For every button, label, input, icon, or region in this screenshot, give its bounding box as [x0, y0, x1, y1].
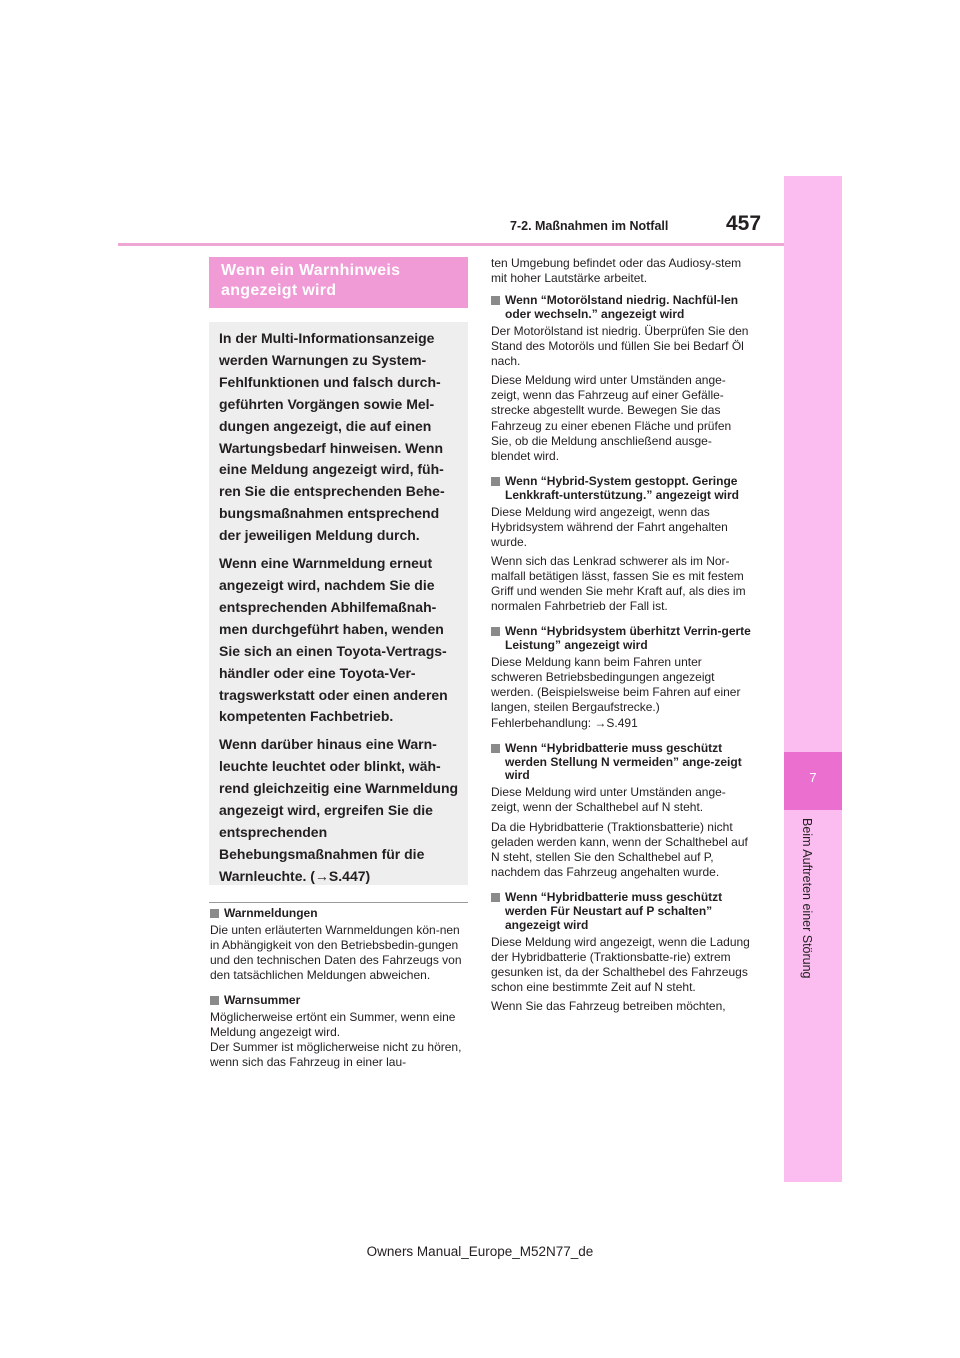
info-paragraph: In der Multi-Informationsanzeige werden Warnungen zu System-Fehlfunktionen und falsch durch-geführten Vorgängen sowie Mel-dungen angezeigt, die auf einen Wartungsbedarf hinweisen. Wenn eine Meldung angezeigt wird, füh-ren Sie die entsprechenden Behe-bungsmaßnahmen entsprechend der jeweiligen Meldung durch. — [219, 330, 445, 544]
note-heading: Wenn “Hybridbatterie muss geschützt werden Für Neustart auf P schalten” angezeigt wird — [505, 889, 723, 932]
note-text: Wenn sich das Lenkrad schwerer als im Nor-malfall betätigen lässt, fassen Sie es mit festem Griff und wenden Sie mehr Kraft auf, als dies im normalen Fahrbetrieb der Fall ist. — [491, 553, 746, 614]
note-heading: Wenn “Hybridsystem überhitzt Verrin-gerte Leistung” angezeigt wird — [505, 624, 751, 653]
note-hybrid-system-gestoppt — [491, 475, 751, 614]
info-paragraph: Wenn darüber hinaus eine Warn-leuchte leuchtet oder blinkt, wäh-rend gleichzeitig eine Warnmeldung angezeigt wird, ergreifen Sie die entsprechenden Behebungsmaßnahmen für die Warnleuchte. (→S.447) — [219, 736, 459, 884]
chapter-side-tab — [784, 176, 842, 1182]
note-text: Diese Meldung kann beim Fahren unter schweren Betriebsbedingungen angezeigt werden. (Beispielsweise beim Fahren auf einer langen, steilen Bergaufstrecke.) Fehlerbehandlung: →S.491 — [491, 655, 741, 730]
chapter-title: Beim Auftreten einer Störung — [800, 818, 814, 979]
page-number: 457 — [726, 212, 762, 235]
note-text: Wenn Sie das Fahrzeug betreiben möchten, — [491, 998, 726, 1013]
square-bullet-icon — [491, 296, 500, 305]
note-heading: Wenn “Hybrid-System gestoppt. Geringe Lenkkraft-unterstützung.” angezeigt wird — [505, 473, 740, 502]
note-heading: Warnmeldungen — [224, 906, 318, 920]
square-bullet-icon — [210, 996, 219, 1005]
header-divider — [118, 243, 784, 246]
square-bullet-icon — [491, 627, 500, 636]
square-bullet-icon — [491, 744, 500, 753]
note-motoroelstand — [491, 294, 751, 464]
right-column — [491, 256, 751, 1025]
note-hybridbatterie-stellung-n — [491, 742, 751, 880]
chapter-number: 7 — [809, 770, 817, 785]
note-text: Diese Meldung wird unter Umständen ange-zeigt, wenn der Schalthebel auf N steht. — [491, 785, 726, 815]
square-bullet-icon — [210, 909, 219, 918]
note-text: Diese Meldung wird angezeigt, wenn das Hybridsystem während der Fahrt angehalten wurde. — [491, 504, 728, 549]
note-heading: Wenn “Motorölstand niedrig. Nachfül-len oder wechseln.” angezeigt wird — [505, 293, 739, 322]
note-text: Da die Hybridbatterie (Traktionsbatterie) nicht geladen werden kann, wenn der Schalthebel auf N steht, stellen Sie den Schalthebel auf P, nachdem das Fahrzeug angehalten wurde. — [491, 819, 748, 879]
square-bullet-icon — [491, 477, 500, 486]
note-heading: Warnsummer — [224, 993, 301, 1008]
note-text: Die unten erläuterten Warnmeldungen kön-nen in Abhängigkeit von den Betriebsbedin-gungen und den technischen Daten des Fahrzeugs von den tatsächlichen Meldungen abweichen. — [210, 922, 462, 983]
note-text: Diese Meldung wird angezeigt, wenn die Ladung der Hybridbatterie (Traktionsbatte-rie) extrem gesunken ist, da der Schalthebel des Fahrzeugs schon eine bestimmte Zeit auf N steht. — [491, 934, 750, 994]
footer-text: Owners Manual_Europe_M52N77_de — [366, 1244, 594, 1259]
square-bullet-icon — [491, 893, 500, 902]
note-warnmeldungen — [210, 907, 468, 983]
info-paragraph: Wenn eine Warnmeldung erneut angezeigt wird, nachdem Sie die entsprechenden Abhilfemaßnah-men durchgeführt haben, wenden Sie sich an einen Toyota-Vertrags-händler oder eine Toyota-Ver-tragswerkstatt oder einen anderen kompetenten Fachbetrieb. — [219, 555, 448, 725]
continued-text: ten Umgebung befindet oder das Audiosy-stem mit hoher Lautstärke arbeitet. — [491, 256, 742, 286]
left-notes — [210, 907, 468, 1082]
note-text: Diese Meldung wird unter Umständen ange-zeigt, wenn das Fahrzeug auf einer Gefälle-strecke abgestellt wurde. Bewegen Sie das Fahrzeug zu einer ebenen Fläche und prüfen Sie, ob die Meldung anschließend ausge-blendet wird. — [491, 373, 732, 463]
info-box — [209, 322, 468, 885]
note-text: Der Summer ist möglicherweise nicht zu hören, wenn sich das Fahrzeug in einer lau- — [210, 1040, 462, 1070]
note-heading: Wenn “Hybridbatterie muss geschützt werden Stellung N vermeiden” ange-zeigt wird — [505, 740, 742, 783]
note-warnsummer — [210, 994, 468, 1070]
section-header: 7-2. Maßnahmen im Notfall — [510, 219, 669, 233]
note-hybridsystem-ueberhitzt — [491, 625, 751, 730]
note-text: Möglicherweise ertönt ein Summer, wenn eine Meldung angezeigt wird. — [210, 1010, 456, 1040]
note-text: Der Motorölstand ist niedrig. Überprüfen Sie den Stand des Motoröls und füllen Sie bei Bedarf Öl nach. — [491, 324, 749, 369]
note-hybridbatterie-neustart — [491, 891, 751, 1014]
box-title: Wenn ein Warnhinweis angezeigt wird — [209, 257, 468, 308]
section-divider — [209, 902, 468, 903]
